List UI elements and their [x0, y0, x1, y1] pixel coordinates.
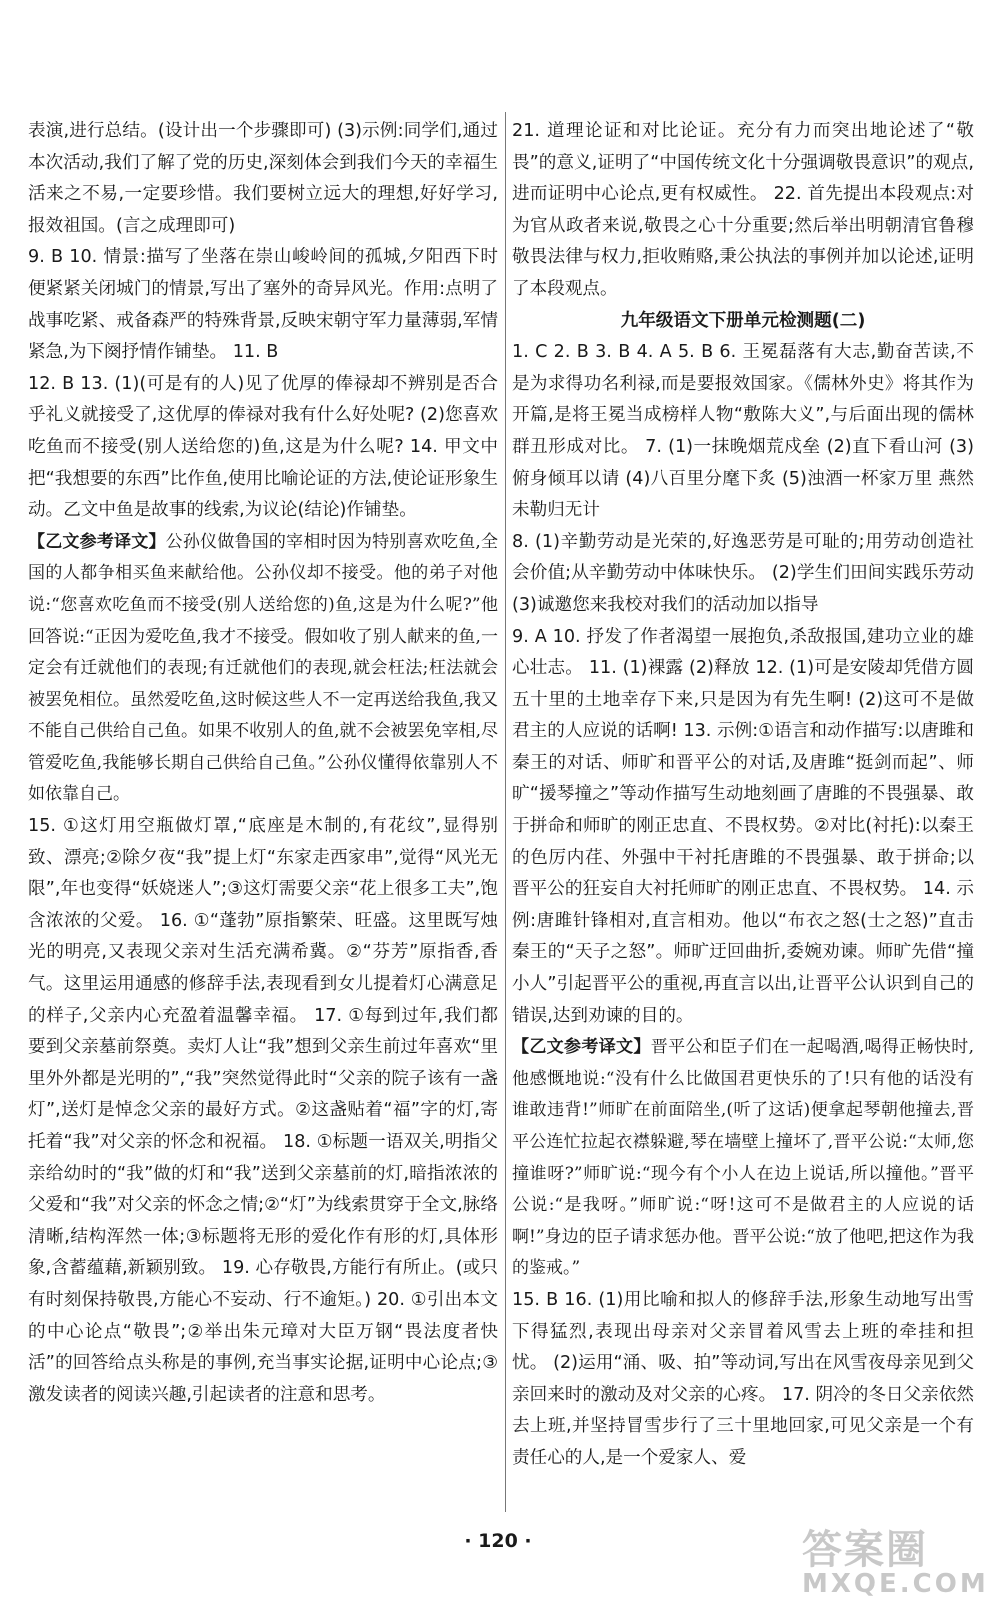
- left-paragraph-4: 15. ①这灯用空瓶做灯罩,“底座是木制的,有花纹”,显得别致、漂亮;②除夕夜“我”提上灯“东家走西家串”,觉得“风光无限”,年也变得“妖娆迷人”;③这灯需要父亲“花上很多工夫”,饱含浓浓的父爱。 16. ①“蓬勃”原指繁荣、旺盛。这里既写烛光的明亮,又表现父亲对生活充满希冀。②“芬芳”原指香,香气。这里运用通感的修辞手法,表现看到女儿提着灯心满意足的样子,父亲内心充盈着温馨幸福。 17. ①每到过年,我们都要到父亲墓前祭奠。卖灯人让“我”想到父亲生前过年喜欢“里里外外都是光明的”,“我”突然觉得此时“父亲的院子该有一盏灯”,送灯是悼念父亲的最好方式。②这盏贴着“福”字的灯,寄托着“我”对父亲的怀念和祝福。 18. ①标题一语双关,明指父亲给幼时的“我”做的灯和“我”送到父亲墓前的灯,暗指浓浓的父爱和“我”对父亲的怀念之情;②“灯”为线索贯穿于全文,脉络清晰,结构浑然一体;③标题将无形的爱化作有形的灯,具体形象,含蓄蕴藉,新颖别致。 19. 心存敬畏,方能行有所止。(或只有时刻保持敬畏,方能心不妄动、行不逾矩。) 20. ①引出本文的中心论点“敬畏”;②举出朱元璋对大臣万钢“畏法度者快活”的回答给点头称是的事例,充当事实论据,证明中心论点;③激发读者的阅读兴趣,引起读者的注意和思考。: [28, 816, 498, 1405]
- watermark-logo: [802, 1518, 989, 1599]
- section-heading: 九年级语文下册单元检测题(二): [620, 310, 866, 331]
- right-paragraph-4: 9. A 10. 抒发了作者渴望一展抱负,杀敌报国,建功立业的雄心壮志。 11. (1)裸露 (2)释放 12. (1)可是安陵却凭借方圆五十里的土地幸存下来,只是因为有先生啊! (2)这可不是做君主的人应说的话啊! 13. 示例:①语言和动作描写:以唐雎和秦王的对话、师旷和晋平公的对话,及唐雎“挺剑而起”、师旷“援琴撞之”等动作描写生动地刻画了唐雎的不畏强暴、敢于拼命和师旷的刚正忠直、不畏权势。②对比(衬托):以秦王的色厉内荏、外强中干衬托唐雎的不畏强暴、敢于拼命;以晋平公的狂妄自大衬托师旷的刚正忠直、不畏权势。 14. 示例:唐雎针锋相对,直言相劝。他以“布衣之怒(士之怒)”直击秦王的“天子之怒”。师旷迂回曲折,委婉劝谏。师旷先借“撞小人”引起晋平公的重视,再直言以出,让晋平公认识到自己的错误,达到劝谏的目的。: [512, 626, 974, 1026]
- right-paragraph-2: 1. C 2. B 3. B 4. A 5. B 6. 王冕磊落有大志,勤奋苦读,不是为求得功名利禄,而是要报效国家。《儒林外史》将其作为开篇,是将王冕当成榜样人物“敷陈大义”,与后面出现的儒林群丑形成对比。 7. (1)一抹晚烟荒戍垒 (2)直下看山河 (3)俯身倾耳以请 (4)八百里分麾下炙 (5)浊酒一杯家万里 燕然未勒归无计: [512, 342, 974, 521]
- right-paragraph-1: 21. 道理论证和对比论证。充分有力而突出地论述了“敬畏”的意义,证明了“中国传统文化十分强调敬畏意识”的观点,进而证明中心论点,更有权威性。 22. 首先提出本段观点:对为官从政者来说,敬畏之心十分重要;然后举出明朝清官鲁穆敬畏法律与权力,拒收贿赂,秉公执法的事例并加以论述,证明了本段观点。: [512, 121, 974, 299]
- left-translation: [28, 527, 498, 811]
- right-translation: [512, 1032, 974, 1285]
- watermark-top-text: 答案圈: [802, 1527, 928, 1573]
- right-paragraph-5: 15. B 16. (1)用比喻和拟人的修辞手法,形象生动地写出雪下得猛烈,表现出母亲对父亲冒着风雪去上班的牵挂和担忧。 (2)运用“涌、吸、拍”等动词,写出在风雪夜母亲见到父亲回来时的激动及对父亲的心疼。 17. 阴冷的冬日父亲依然去上班,并坚持冒雪步行了三十里地回家,可见父亲是一个有责任心的人,是一个爱家人、爱: [512, 1289, 974, 1468]
- watermark-bottom-text: MXQE.COM: [802, 1569, 989, 1599]
- left-paragraph-2: 9. B 10. 情景:描写了坐落在崇山峻岭间的孤城,夕阳西下时便紧紧关闭城门的情景,写出了塞外的奇异风光。作用:点明了战事吃紧、戒备森严的特殊背景,反映宋朝守军力量薄弱,军情紧急,为下阕抒情作铺垫。 11. B: [28, 247, 498, 363]
- left-column: [28, 116, 498, 1411]
- left-paragraph-1: 表演,进行总结。(设计出一个步骤即可) (3)示例:同学们,通过本次活动,我们了解了党的历史,深刻体会到我们今天的幸福生活来之不易,一定要珍惜。我们要树立远大的理想,好好学习,报效祖国。(言之成理即可): [28, 121, 498, 236]
- left-translation-text: 公孙仪做鲁国的宰相时因为特别喜欢吃鱼,全国的人都争相买鱼来献给他。公孙仪却不接受。他的弟子对他说:“您喜欢吃鱼而不接受(别人送给您的)鱼,这是为什么呢?”他回答说:“正因为爱吃鱼,我才不接受。假如收了别人献来的鱼,一定会有迁就他们的表现;有迁就他们的表现,就会枉法;枉法就会被罢免相位。虽然爱吃鱼,这时候这些人不一定再送给我鱼,我又不能自己供给自己鱼。如果不收别人的鱼,就不会被罢免宰相,尽管爱吃鱼,我能够长期自己供给自己鱼。”公孙仪懂得依靠别人不如依靠自己。: [28, 531, 499, 805]
- right-translation-label: 【乙文参考译文】: [512, 1037, 651, 1058]
- page-number: · 120 ·: [464, 1530, 532, 1552]
- right-paragraph-3: 8. (1)辛勤劳动是光荣的,好逸恶劳是可耻的;用劳动创造社会价值;从辛勤劳动中体味快乐。 (2)学生们田间实践乐劳动 (3)诚邀您来我校对我们的活动加以指导: [512, 531, 974, 615]
- left-translation-label: 【乙文参考译文】: [28, 531, 166, 552]
- right-translation-text: 晋平公和臣子们在一起喝酒,喝得正畅快时,他感慨地说:“没有什么比做国君更快乐的了!只有他的话没有谁敢违背!”师旷在前面陪坐,(听了这话)便拿起琴朝他撞去,晋平公连忙拉起衣襟躲避,琴在墙壁上撞坏了,晋平公说:“太师,您撞谁呀?”师旷说:“现今有个小人在边上说话,所以撞他。”晋平公说:“是我呀。”师旷说:“呀!这可不是做君主的人应说的话啊!”身边的臣子请求惩办他。晋平公说:“放了他吧,把这作为我的鉴戒。”: [512, 1037, 975, 1279]
- right-column: [512, 116, 974, 1475]
- left-paragraph-3: 12. B 13. (1)(可是有的人)见了优厚的俸禄却不辨别是否合乎礼义就接受了,这优厚的俸禄对我有什么好处呢? (2)您喜欢吃鱼而不接受(别人送给您的)鱼,这是为什么呢? 14. 甲文中把“我想要的东西”比作鱼,使用比喻论证的方法,使论证形象生动。乙文中鱼是故事的线索,为议论(结论)作铺垫。: [28, 373, 498, 521]
- column-divider: [505, 112, 506, 1512]
